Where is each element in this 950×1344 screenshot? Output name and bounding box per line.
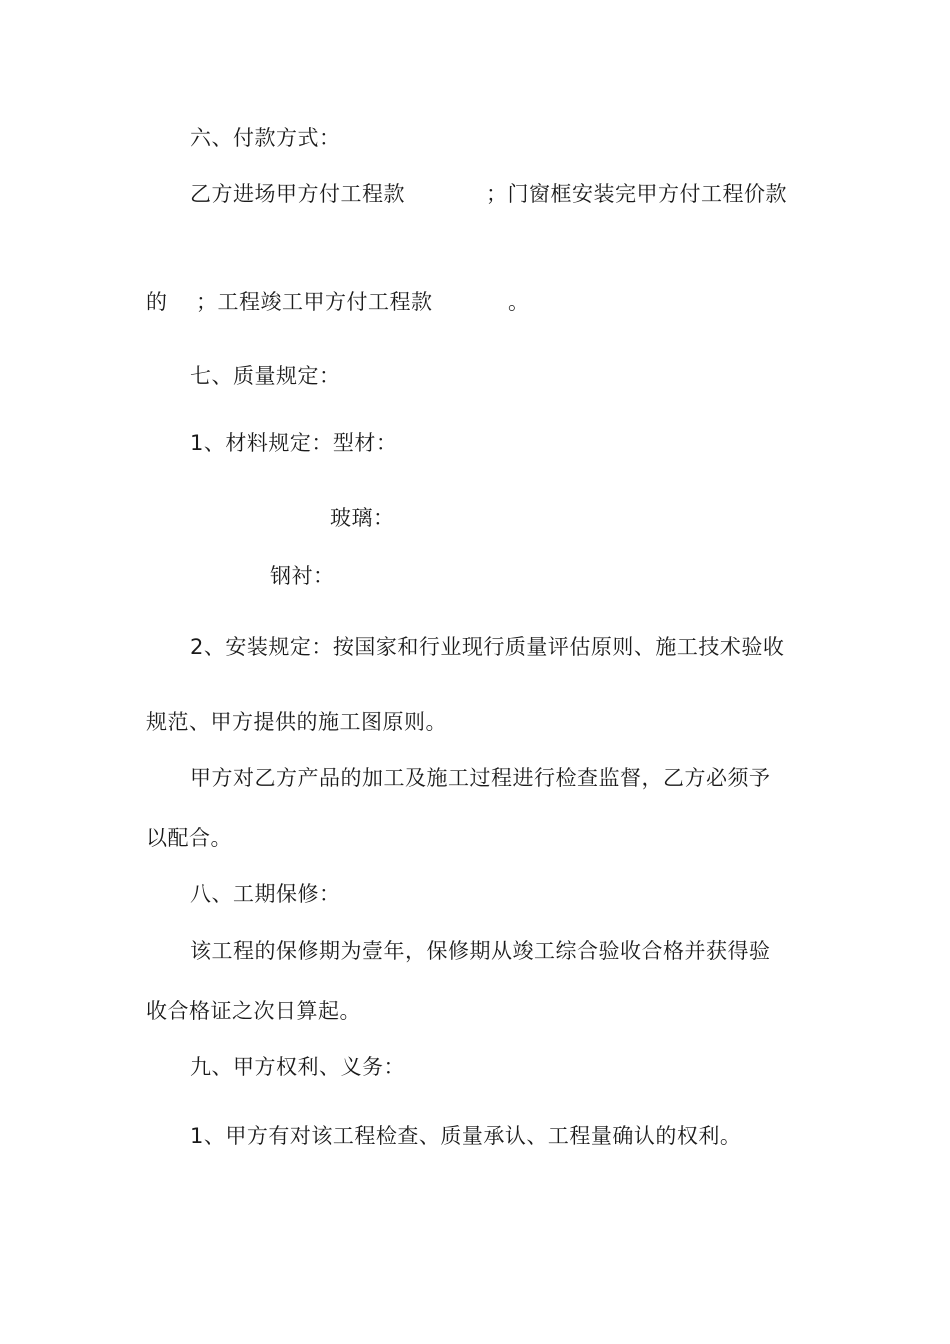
payment-line-1b: ；门窗框安装完甲方付工程价款 [486, 182, 787, 206]
payment-line-2a: 的 [146, 290, 168, 314]
install-item-2-line-1: 2、安装规定：按国家和行业现行质量评估原则、施工技术验收 [190, 635, 785, 659]
payment-line-1a: 乙方进场甲方付工程款 [190, 182, 405, 206]
section-7-heading: 七、质量规定： [190, 364, 341, 388]
material-steel: 钢衬： [270, 564, 335, 588]
warranty-line-2: 收合格证之次日算起。 [146, 999, 361, 1023]
payment-line-2c: 。 [508, 290, 530, 314]
section-6-heading: 六、付款方式： [190, 126, 341, 150]
material-item-1: 1、材料规定：型材： [190, 431, 398, 455]
payment-line-2b: ；工程竣工甲方付工程款 [196, 290, 433, 314]
install-item-2-line-2: 规范、甲方提供的施工图原则。 [146, 710, 447, 734]
section-8-heading: 八、工期保修： [190, 882, 341, 906]
material-glass: 玻璃： [330, 506, 395, 530]
rights-item-1: 1、甲方有对该工程检查、质量承认、工程量确认的权利。 [190, 1124, 742, 1148]
section-9-heading: 九、甲方权利、义务： [190, 1055, 405, 1079]
supervision-line-2: 以配合。 [146, 826, 232, 850]
warranty-line-1: 该工程的保修期为壹年，保修期从竣工综合验收合格并获得验 [190, 939, 771, 963]
supervision-line-1: 甲方对乙方产品的加工及施工过程进行检查监督，乙方必须予 [190, 766, 771, 790]
